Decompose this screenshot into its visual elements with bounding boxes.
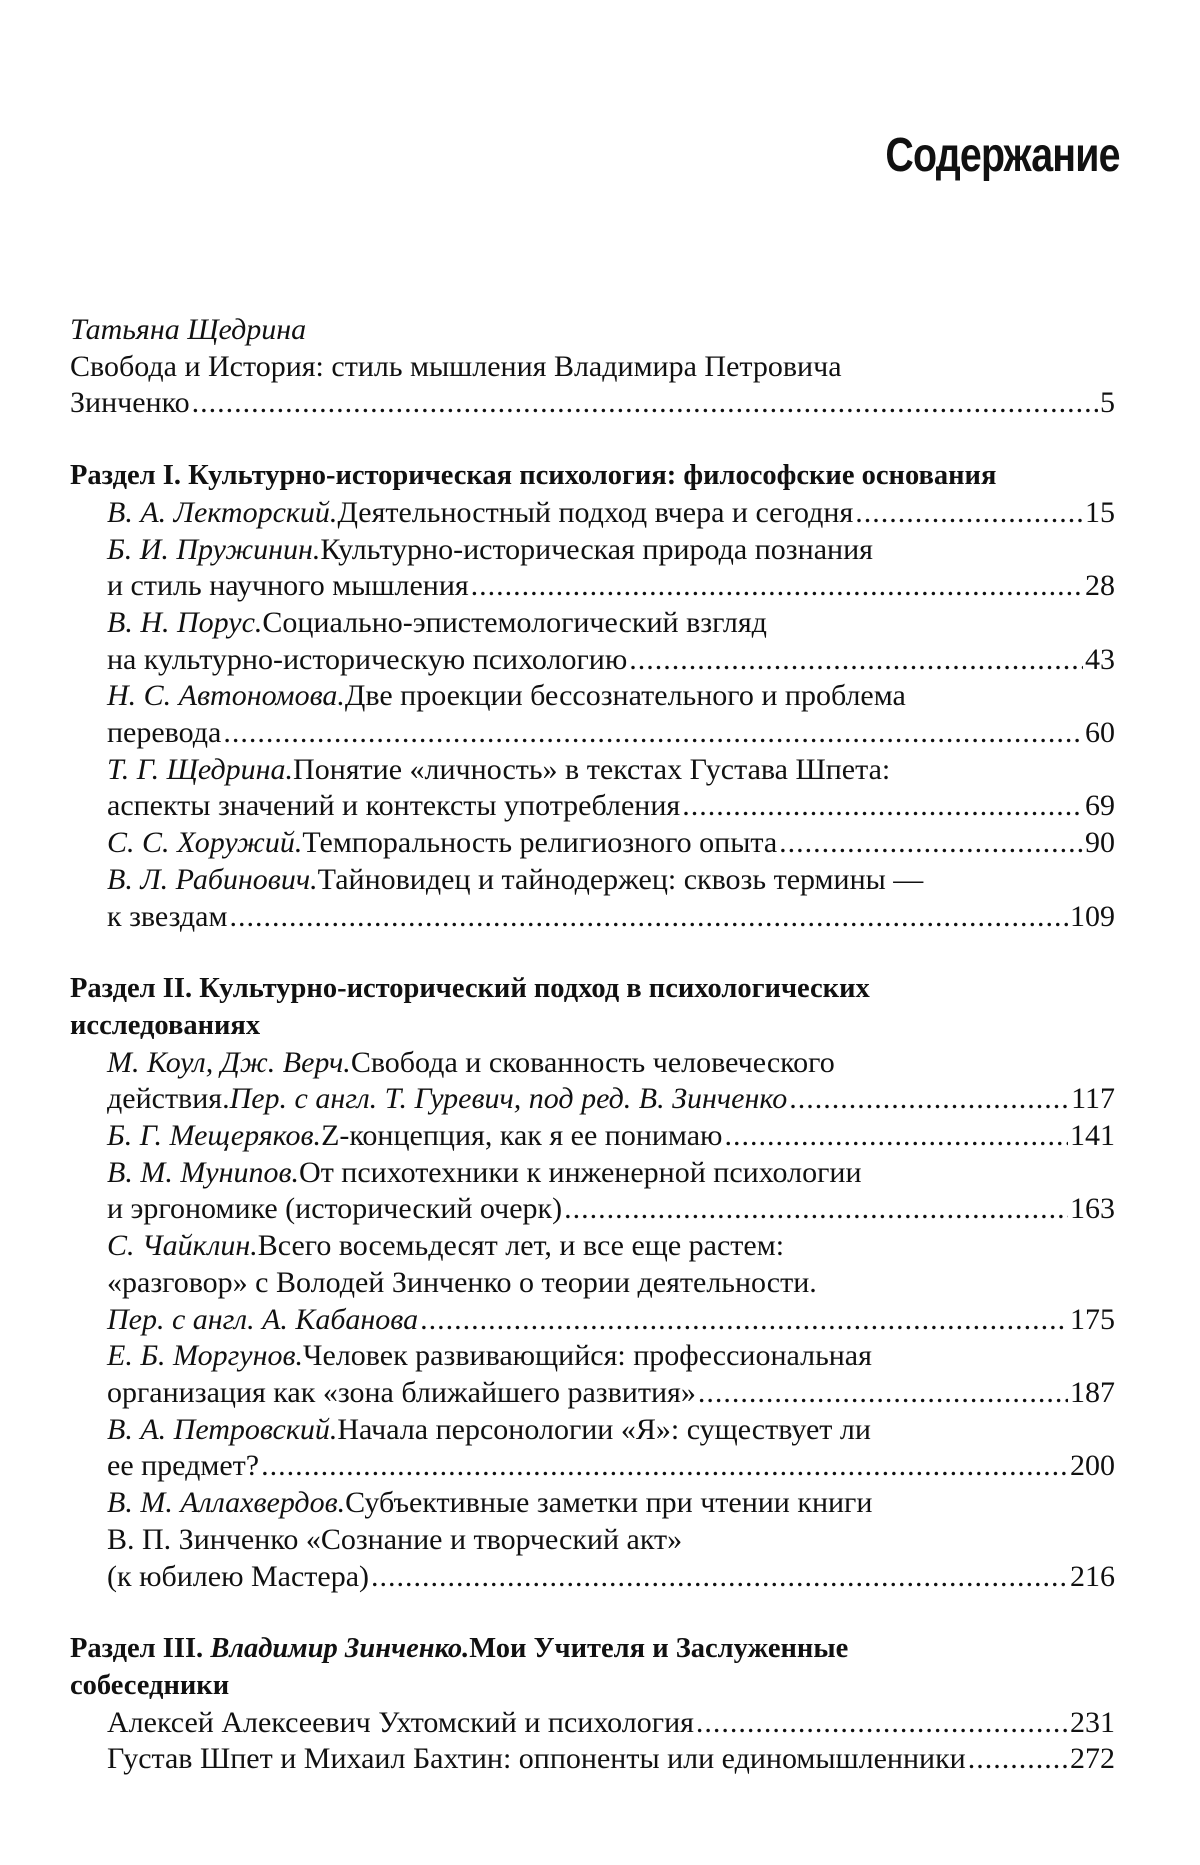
toc-entry[interactable] <box>70 825 1115 862</box>
section-1-heading: Раздел I. Культурно-историческая психология: философские основания <box>70 458 1115 495</box>
dot-leader <box>229 899 1068 936</box>
page-number: 109 <box>1070 899 1115 936</box>
entry-author: М. Коул, Дж. Верч. <box>107 1045 351 1082</box>
toc-entry[interactable] <box>70 1118 1115 1155</box>
page-number: 15 <box>1085 495 1115 532</box>
entry-author: В. А. Петровский. <box>107 1412 337 1449</box>
section-2-heading-cont: исследованиях <box>70 1008 1115 1045</box>
intro-line: Свобода и История: стиль мышления Владимира Петровича <box>70 349 1115 386</box>
toc-entry-cont[interactable] <box>70 788 1115 825</box>
entry-text: От психотехники к инженерной психологии <box>299 1155 862 1192</box>
toc-entry-cont[interactable] <box>70 1191 1115 1228</box>
dot-leader <box>261 1448 1068 1485</box>
toc-entry-cont: В. П. Зинченко «Сознание и творческий акт» <box>70 1522 1115 1559</box>
dot-leader <box>564 1191 1068 1228</box>
entry-text: Две проекции бессознательного и проблема <box>345 678 906 715</box>
toc-entry[interactable] <box>70 532 1115 569</box>
entry-text: к звездам <box>107 899 227 936</box>
dot-leader <box>724 1118 1068 1155</box>
page-number: 141 <box>1070 1118 1115 1155</box>
dot-leader <box>855 495 1083 532</box>
toc-entry[interactable] <box>70 1228 1115 1265</box>
entry-text: Понятие «личность» в текстах Густава Шпета: <box>293 752 890 789</box>
section-3-heading <box>70 1631 1115 1668</box>
dot-leader <box>698 1375 1068 1412</box>
entry-author: В. М. Мунипов. <box>107 1155 299 1192</box>
entry-text: Тайновидец и тайнодержец: сквозь термины — <box>318 862 924 899</box>
entry-text: организация как «зона ближайшего развития» <box>107 1375 696 1412</box>
dot-leader <box>223 715 1083 752</box>
entry-text: на культурно-историческую психологию <box>107 642 627 679</box>
entry-text: Всего восемьдесят лет, и все еще растем: <box>258 1228 784 1265</box>
dot-leader <box>779 825 1083 862</box>
entry-text: перевода <box>107 715 221 752</box>
entry-text: Z-концепция, как я ее понимаю <box>321 1118 722 1155</box>
section-3-prefix: Раздел III. <box>70 1631 203 1668</box>
entry-text: Густав Шпет и Михаил Бахтин: оппоненты или единомышленники <box>107 1741 966 1778</box>
toc-entry-cont[interactable] <box>70 1448 1115 1485</box>
entry-translator: Пер. с англ. А. Кабанова <box>107 1302 418 1339</box>
page-number: 60 <box>1085 715 1115 752</box>
dot-leader <box>968 1741 1068 1778</box>
entry-translator: Пер. с англ. Т. Гуревич, под ред. В. Зинченко <box>230 1081 788 1118</box>
toc-entry-cont[interactable] <box>70 568 1115 605</box>
toc-entry[interactable] <box>70 752 1115 789</box>
toc-entry-cont[interactable] <box>70 1559 1115 1596</box>
toc-entry[interactable] <box>70 1705 1115 1742</box>
toc-entry-cont[interactable] <box>70 899 1115 936</box>
entry-text: действия. <box>107 1081 230 1118</box>
entry-text: и эргономике (исторический очерк) <box>107 1191 562 1228</box>
entry-author: Е. Б. Моргунов. <box>107 1338 303 1375</box>
entry-author: С. Чайклин. <box>107 1228 258 1265</box>
entry-author: Н. С. Автономова. <box>107 678 345 715</box>
entry-text: и стиль научного мышления <box>107 568 469 605</box>
page-number: 200 <box>1070 1448 1115 1485</box>
dot-leader <box>192 385 1098 422</box>
entry-text: Алексей Алексеевич Ухтомский и психология <box>107 1705 694 1742</box>
page-number: 5 <box>1100 385 1115 422</box>
entry-text: Культурно-историческая природа познания <box>320 532 873 569</box>
page-number: 43 <box>1085 642 1115 679</box>
toc-entry-cont[interactable] <box>70 715 1115 752</box>
dot-leader <box>371 1559 1068 1596</box>
dot-leader <box>682 788 1083 825</box>
section-3-heading-cont: собеседники <box>70 1668 1115 1705</box>
toc-entry[interactable] <box>70 1045 1115 1082</box>
entry-text: Свобода и скованность человеческого <box>351 1045 835 1082</box>
page-number: 272 <box>1070 1741 1115 1778</box>
section-3-title: Мои Учителя и Заслуженные <box>469 1631 848 1668</box>
page-number: 90 <box>1085 825 1115 862</box>
entry-text: аспекты значений и контексты употребления <box>107 788 680 825</box>
entry-text: Начала персонологии «Я»: существует ли <box>337 1412 871 1449</box>
toc-entry-intro[interactable] <box>70 385 1115 422</box>
page-number: 231 <box>1070 1705 1115 1742</box>
toc-entry[interactable] <box>70 495 1115 532</box>
entry-text: Зинченко <box>70 385 190 422</box>
toc-entry[interactable] <box>70 605 1115 642</box>
dot-leader <box>420 1302 1068 1339</box>
entry-author: С. С. Хоружий. <box>107 825 302 862</box>
page-number: 216 <box>1070 1559 1115 1596</box>
page-number: 117 <box>1071 1081 1115 1118</box>
page-number: 187 <box>1070 1375 1115 1412</box>
entry-text: Темпоральность религиозного опыта <box>302 825 777 862</box>
intro-author: Татьяна Щедрина <box>70 312 1115 349</box>
entry-author: В. М. Аллахвердов. <box>107 1485 345 1522</box>
page-title: Содержание <box>886 128 1120 183</box>
toc-entry[interactable] <box>70 1155 1115 1192</box>
toc-entry[interactable] <box>70 1338 1115 1375</box>
page-number: 175 <box>1070 1302 1115 1339</box>
toc-entry-cont[interactable] <box>70 1302 1115 1339</box>
section-2-heading: Раздел II. Культурно-исторический подход в психологических <box>70 971 1115 1008</box>
entry-text: Субъективные заметки при чтении книги <box>345 1485 872 1522</box>
toc-entry[interactable] <box>70 1741 1115 1778</box>
toc-entry-cont[interactable] <box>70 1375 1115 1412</box>
toc-entry-cont[interactable] <box>70 1081 1115 1118</box>
entry-text: Человек развивающийся: профессиональная <box>303 1338 872 1375</box>
dot-leader <box>789 1081 1069 1118</box>
toc-entry[interactable] <box>70 862 1115 899</box>
toc-page <box>0 0 1200 1865</box>
page-number: 69 <box>1085 788 1115 825</box>
entry-text: Деятельностный подход вчера и сегодня <box>337 495 853 532</box>
toc-entry-cont[interactable] <box>70 642 1115 679</box>
entry-text: Социально-эпистемологический взгляд <box>262 605 767 642</box>
entry-author: Б. Г. Мещеряков. <box>107 1118 321 1155</box>
dot-leader <box>471 568 1083 605</box>
entry-text: (к юбилею Мастера) <box>107 1559 369 1596</box>
toc-entry-cont: «разговор» с Володей Зинченко о теории деятельности. <box>70 1265 1115 1302</box>
page-number: 163 <box>1070 1191 1115 1228</box>
page-number: 28 <box>1085 568 1115 605</box>
dot-leader <box>629 642 1083 679</box>
entry-author: Т. Г. Щедрина. <box>107 752 293 789</box>
entry-author: В. Н. Порус. <box>107 605 262 642</box>
entry-text: ее предмет? <box>107 1448 259 1485</box>
entry-author: В. Л. Рабинович. <box>107 862 318 899</box>
entry-author: В. А. Лекторский. <box>107 495 337 532</box>
toc-entry[interactable] <box>70 678 1115 715</box>
toc-entry[interactable] <box>70 1412 1115 1449</box>
dot-leader <box>696 1705 1068 1742</box>
toc-entry[interactable] <box>70 1485 1115 1522</box>
table-of-contents <box>70 312 1115 1778</box>
entry-author: Б. И. Пружинин. <box>107 532 320 569</box>
section-3-author: Владимир Зинченко. <box>210 1631 469 1668</box>
